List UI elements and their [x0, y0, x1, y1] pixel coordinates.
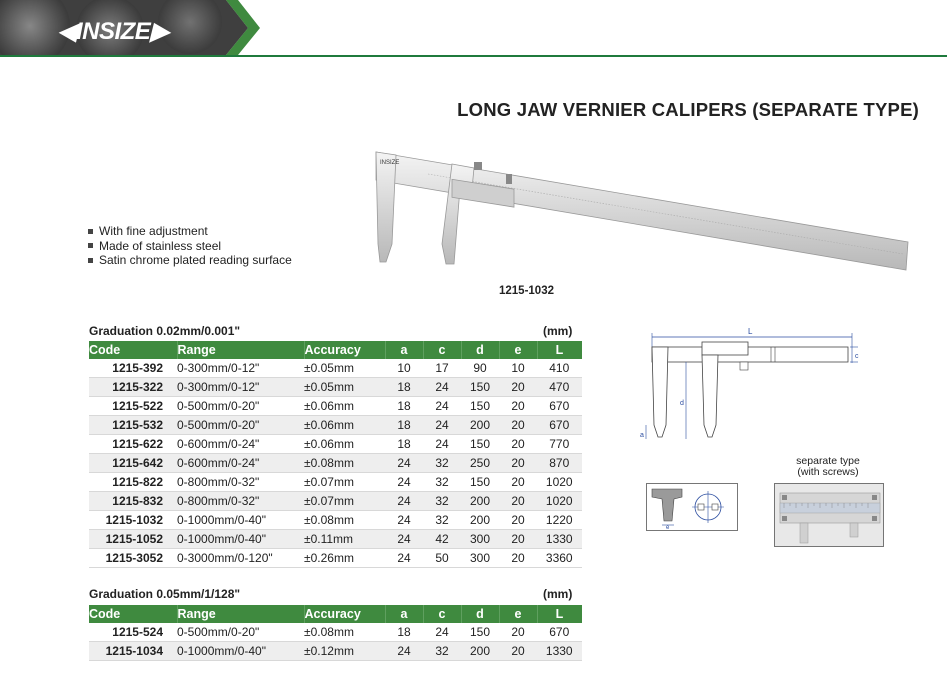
- cell-L: 770: [537, 435, 582, 454]
- cell-e: 20: [499, 473, 537, 492]
- cell-c: 24: [423, 623, 461, 642]
- cell-c: 24: [423, 435, 461, 454]
- table-row: [89, 492, 582, 511]
- cell-accuracy: ±0.07mm: [304, 492, 385, 511]
- cell-code: 1215-642: [89, 454, 177, 473]
- cell-e: 20: [499, 511, 537, 530]
- cell-e: 20: [499, 549, 537, 568]
- col-d: d: [461, 605, 499, 623]
- cell-e: 10: [499, 359, 537, 378]
- cell-code: 1215-622: [89, 435, 177, 454]
- table-row: [89, 359, 582, 378]
- cell-c: 32: [423, 642, 461, 661]
- feature-list: [88, 224, 292, 268]
- svg-text:INSIZE: INSIZE: [380, 160, 400, 166]
- cell-c: 17: [423, 359, 461, 378]
- feature-item: Made of stainless steel: [88, 239, 292, 254]
- col-e: e: [499, 341, 537, 359]
- cell-code: 1215-1034: [89, 642, 177, 661]
- unit-label: (mm): [543, 587, 573, 601]
- cell-c: 32: [423, 492, 461, 511]
- cell-code: 1215-532: [89, 416, 177, 435]
- col-L: L: [537, 605, 582, 623]
- graduation-label: Graduation 0.02mm/0.001": [89, 324, 241, 338]
- cell-e: 20: [499, 623, 537, 642]
- cell-c: 32: [423, 454, 461, 473]
- cell-L: 410: [537, 359, 582, 378]
- cell-d: 200: [461, 642, 499, 661]
- cell-L: 1330: [537, 530, 582, 549]
- cell-accuracy: ±0.11mm: [304, 530, 385, 549]
- cell-range: 0-300mm/0-12": [177, 378, 304, 397]
- cell-d: 150: [461, 473, 499, 492]
- table-row: [89, 511, 582, 530]
- bullet-icon: [88, 258, 93, 263]
- cell-code: 1215-1032: [89, 511, 177, 530]
- bullet-icon: [88, 243, 93, 248]
- cell-d: 150: [461, 397, 499, 416]
- cell-a: 18: [385, 435, 423, 454]
- page-title: LONG JAW VERNIER CALIPERS (SEPARATE TYPE): [457, 99, 919, 120]
- cell-d: 300: [461, 549, 499, 568]
- image-caption: 1215-1032: [499, 285, 554, 297]
- cell-a: 18: [385, 416, 423, 435]
- cell-a: 24: [385, 492, 423, 511]
- col-L: L: [537, 341, 582, 359]
- separate-type-caption: separate type (with screws): [796, 455, 860, 478]
- cell-d: 250: [461, 454, 499, 473]
- cell-a: 24: [385, 642, 423, 661]
- cell-code: 1215-822: [89, 473, 177, 492]
- cell-a: 18: [385, 623, 423, 642]
- cell-accuracy: ±0.06mm: [304, 435, 385, 454]
- col-code: Code: [89, 605, 177, 623]
- cell-code: 1215-3052: [89, 549, 177, 568]
- cell-e: 20: [499, 435, 537, 454]
- cell-L: 870: [537, 454, 582, 473]
- cell-accuracy: ±0.26mm: [304, 549, 385, 568]
- cell-L: 470: [537, 378, 582, 397]
- cell-range: 0-500mm/0-20": [177, 397, 304, 416]
- table-row: [89, 642, 582, 661]
- caliper-product-image: [368, 144, 913, 274]
- table-row: [89, 549, 582, 568]
- cell-a: 24: [385, 530, 423, 549]
- cell-e: 20: [499, 642, 537, 661]
- cell-L: 1330: [537, 642, 582, 661]
- label-a: a: [640, 432, 644, 439]
- cell-accuracy: ±0.12mm: [304, 642, 385, 661]
- cell-a: 24: [385, 473, 423, 492]
- cell-e: 20: [499, 530, 537, 549]
- cell-c: 24: [423, 416, 461, 435]
- table-row: [89, 397, 582, 416]
- cell-range: 0-800mm/0-32": [177, 492, 304, 511]
- cell-range: 0-500mm/0-20": [177, 623, 304, 642]
- col-accuracy: Accuracy: [304, 605, 385, 623]
- col-range: Range: [177, 605, 304, 623]
- table-row: [89, 416, 582, 435]
- cell-d: 150: [461, 623, 499, 642]
- cell-code: 1215-522: [89, 397, 177, 416]
- cell-L: 1020: [537, 492, 582, 511]
- cell-a: 24: [385, 454, 423, 473]
- label-c: c: [855, 353, 859, 360]
- bullet-icon: [88, 229, 93, 234]
- cell-a: 18: [385, 378, 423, 397]
- cell-d: 150: [461, 378, 499, 397]
- cell-d: 90: [461, 359, 499, 378]
- table-header-row: [89, 341, 582, 359]
- cell-e: 20: [499, 492, 537, 511]
- cell-e: 20: [499, 397, 537, 416]
- spec-table-2: [89, 605, 582, 661]
- cell-code: 1215-322: [89, 378, 177, 397]
- cell-a: 10: [385, 359, 423, 378]
- cell-a: 18: [385, 397, 423, 416]
- table-row: [89, 378, 582, 397]
- col-accuracy: Accuracy: [304, 341, 385, 359]
- cell-d: 200: [461, 492, 499, 511]
- label-L: L: [748, 327, 753, 336]
- cell-range: 0-1000mm/0-40": [177, 642, 304, 661]
- label-d: d: [680, 400, 684, 407]
- header-banner: [0, 0, 947, 57]
- cell-accuracy: ±0.05mm: [304, 359, 385, 378]
- cell-accuracy: ±0.07mm: [304, 473, 385, 492]
- cell-e: 20: [499, 416, 537, 435]
- feature-item: Satin chrome plated reading surface: [88, 253, 292, 268]
- cell-accuracy: ±0.05mm: [304, 378, 385, 397]
- header-rule: [0, 55, 947, 57]
- cell-accuracy: ±0.08mm: [304, 454, 385, 473]
- cell-d: 150: [461, 435, 499, 454]
- cell-c: 50: [423, 549, 461, 568]
- cell-code: 1215-832: [89, 492, 177, 511]
- brand-logo: ◀INSIZE▶: [58, 18, 169, 45]
- cell-range: 0-1000mm/0-40": [177, 530, 304, 549]
- cell-c: 24: [423, 378, 461, 397]
- cell-accuracy: ±0.06mm: [304, 416, 385, 435]
- cell-c: 32: [423, 511, 461, 530]
- cell-range: 0-800mm/0-32": [177, 473, 304, 492]
- cell-c: 42: [423, 530, 461, 549]
- cell-e: 20: [499, 378, 537, 397]
- cell-e: 20: [499, 454, 537, 473]
- cell-d: 300: [461, 530, 499, 549]
- col-e: e: [499, 605, 537, 623]
- table-header-row: [89, 605, 582, 623]
- col-d: d: [461, 341, 499, 359]
- cell-range: 0-600mm/0-24": [177, 435, 304, 454]
- dimension-diagram: [636, 325, 866, 445]
- col-c: c: [423, 341, 461, 359]
- cell-range: 0-600mm/0-24": [177, 454, 304, 473]
- cell-range: 0-300mm/0-12": [177, 359, 304, 378]
- graduation-label: Graduation 0.05mm/1/128": [89, 587, 241, 601]
- col-a: a: [385, 341, 423, 359]
- feature-item: With fine adjustment: [88, 224, 292, 239]
- table-row: [89, 530, 582, 549]
- cell-code: 1215-524: [89, 623, 177, 642]
- cell-c: 32: [423, 473, 461, 492]
- cell-code: 1215-1052: [89, 530, 177, 549]
- cell-accuracy: ±0.08mm: [304, 511, 385, 530]
- jaw-detail-diagram: [646, 483, 738, 531]
- cell-a: 24: [385, 511, 423, 530]
- table-row: [89, 454, 582, 473]
- cell-L: 3360: [537, 549, 582, 568]
- cell-L: 670: [537, 416, 582, 435]
- spec-table-1: [89, 341, 582, 568]
- cell-code: 1215-392: [89, 359, 177, 378]
- col-code: Code: [89, 341, 177, 359]
- col-a: a: [385, 605, 423, 623]
- cell-c: 24: [423, 397, 461, 416]
- cell-L: 1020: [537, 473, 582, 492]
- table-row: [89, 473, 582, 492]
- cell-d: 200: [461, 416, 499, 435]
- cell-L: 670: [537, 397, 582, 416]
- cell-L: 1220: [537, 511, 582, 530]
- table-row: [89, 435, 582, 454]
- cell-accuracy: ±0.08mm: [304, 623, 385, 642]
- cell-range: 0-500mm/0-20": [177, 416, 304, 435]
- col-range: Range: [177, 341, 304, 359]
- col-c: c: [423, 605, 461, 623]
- cell-range: 0-1000mm/0-40": [177, 511, 304, 530]
- cell-accuracy: ±0.06mm: [304, 397, 385, 416]
- table-row: [89, 623, 582, 642]
- cell-L: 670: [537, 623, 582, 642]
- label-e: e: [666, 525, 670, 531]
- separate-type-photo: [774, 483, 884, 547]
- cell-range: 0-3000mm/0-120": [177, 549, 304, 568]
- cell-d: 200: [461, 511, 499, 530]
- unit-label: (mm): [543, 324, 573, 338]
- cell-a: 24: [385, 549, 423, 568]
